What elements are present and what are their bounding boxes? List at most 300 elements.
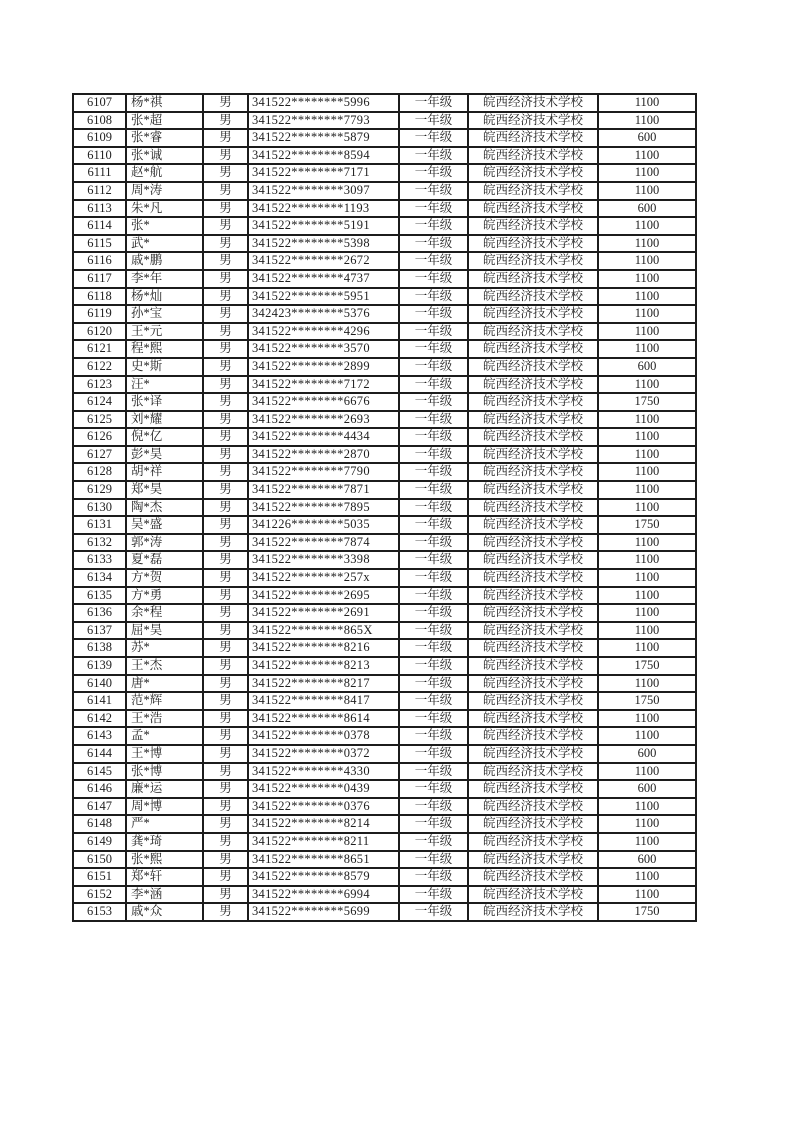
cell-grade: 一年级 (399, 235, 468, 253)
cell-id-card-number: 342423********5376 (248, 305, 399, 323)
cell-id-card-number: 341522********7874 (248, 534, 399, 552)
cell-school-name: 皖西经济技术学校 (468, 692, 598, 710)
cell-grade: 一年级 (399, 710, 468, 728)
cell-school-name: 皖西经济技术学校 (468, 639, 598, 657)
cell-grade: 一年级 (399, 411, 468, 429)
cell-grade: 一年级 (399, 463, 468, 481)
cell-id-card-number: 341522********3398 (248, 551, 399, 569)
cell-grade: 一年级 (399, 692, 468, 710)
cell-student-name: 廉*运 (126, 780, 203, 798)
cell-amount: 1100 (598, 604, 696, 622)
cell-grade: 一年级 (399, 147, 468, 165)
cell-id-card-number: 341522********6994 (248, 886, 399, 904)
cell-student-name: 张*睿 (126, 129, 203, 147)
cell-serial-number: 6122 (73, 358, 126, 376)
cell-serial-number: 6112 (73, 182, 126, 200)
cell-serial-number: 6146 (73, 780, 126, 798)
cell-student-name: 杨*祺 (126, 94, 203, 112)
cell-grade: 一年级 (399, 182, 468, 200)
cell-gender: 男 (203, 288, 248, 306)
cell-student-name: 方*勇 (126, 587, 203, 605)
cell-school-name: 皖西经济技术学校 (468, 112, 598, 130)
cell-id-card-number: 341522********2899 (248, 358, 399, 376)
cell-id-card-number: 341522********7171 (248, 164, 399, 182)
cell-gender: 男 (203, 235, 248, 253)
table-row (73, 886, 696, 904)
table-row (73, 675, 696, 693)
cell-serial-number: 6116 (73, 252, 126, 270)
cell-student-name: 张* (126, 217, 203, 235)
cell-serial-number: 6152 (73, 886, 126, 904)
cell-gender: 男 (203, 745, 248, 763)
table-row (73, 288, 696, 306)
cell-grade: 一年级 (399, 323, 468, 341)
cell-grade: 一年级 (399, 499, 468, 517)
cell-id-card-number: 341522********8594 (248, 147, 399, 165)
cell-gender: 男 (203, 323, 248, 341)
cell-student-name: 屈*昊 (126, 622, 203, 640)
cell-gender: 男 (203, 622, 248, 640)
cell-serial-number: 6121 (73, 340, 126, 358)
cell-student-name: 张*超 (126, 112, 203, 130)
cell-id-card-number: 341522********2870 (248, 446, 399, 464)
cell-student-name: 范*辉 (126, 692, 203, 710)
table-row (73, 551, 696, 569)
cell-school-name: 皖西经济技术学校 (468, 833, 598, 851)
cell-school-name: 皖西经济技术学校 (468, 252, 598, 270)
cell-gender: 男 (203, 886, 248, 904)
cell-serial-number: 6128 (73, 463, 126, 481)
cell-student-name: 周*涛 (126, 182, 203, 200)
cell-serial-number: 6126 (73, 428, 126, 446)
cell-school-name: 皖西经济技术学校 (468, 305, 598, 323)
cell-serial-number: 6120 (73, 323, 126, 341)
cell-student-name: 周*博 (126, 798, 203, 816)
cell-school-name: 皖西经济技术学校 (468, 270, 598, 288)
cell-amount: 1100 (598, 534, 696, 552)
cell-amount: 1100 (598, 833, 696, 851)
cell-gender: 男 (203, 112, 248, 130)
table-row (73, 745, 696, 763)
cell-school-name: 皖西经济技术学校 (468, 463, 598, 481)
cell-grade: 一年级 (399, 393, 468, 411)
cell-school-name: 皖西经济技术学校 (468, 780, 598, 798)
cell-student-name: 王*元 (126, 323, 203, 341)
table-row (73, 569, 696, 587)
cell-amount: 1750 (598, 903, 696, 921)
cell-gender: 男 (203, 868, 248, 886)
cell-serial-number: 6127 (73, 446, 126, 464)
cell-school-name: 皖西经济技术学校 (468, 798, 598, 816)
cell-id-card-number: 341522********4737 (248, 270, 399, 288)
cell-serial-number: 6113 (73, 200, 126, 218)
table-row (73, 780, 696, 798)
cell-school-name: 皖西经济技术学校 (468, 411, 598, 429)
cell-student-name: 郑*轩 (126, 868, 203, 886)
cell-gender: 男 (203, 833, 248, 851)
cell-student-name: 王*博 (126, 745, 203, 763)
cell-student-name: 严* (126, 815, 203, 833)
table-row (73, 798, 696, 816)
cell-student-name: 余*程 (126, 604, 203, 622)
cell-amount: 1100 (598, 305, 696, 323)
cell-serial-number: 6107 (73, 94, 126, 112)
cell-amount: 1100 (598, 446, 696, 464)
cell-school-name: 皖西经济技术学校 (468, 94, 598, 112)
cell-gender: 男 (203, 710, 248, 728)
cell-grade: 一年级 (399, 868, 468, 886)
cell-serial-number: 6129 (73, 481, 126, 499)
cell-student-name: 戚*众 (126, 903, 203, 921)
cell-gender: 男 (203, 340, 248, 358)
cell-id-card-number: 341522********5191 (248, 217, 399, 235)
cell-grade: 一年级 (399, 288, 468, 306)
cell-amount: 1100 (598, 886, 696, 904)
table-row (73, 692, 696, 710)
cell-amount: 1750 (598, 516, 696, 534)
cell-school-name: 皖西经济技术学校 (468, 745, 598, 763)
cell-serial-number: 6110 (73, 147, 126, 165)
table-row (73, 182, 696, 200)
cell-serial-number: 6131 (73, 516, 126, 534)
cell-school-name: 皖西经济技术学校 (468, 323, 598, 341)
table-row (73, 534, 696, 552)
cell-student-name: 张*熙 (126, 851, 203, 869)
cell-serial-number: 6138 (73, 639, 126, 657)
cell-grade: 一年级 (399, 340, 468, 358)
cell-amount: 1100 (598, 252, 696, 270)
cell-student-name: 王*杰 (126, 657, 203, 675)
cell-student-name: 武* (126, 235, 203, 253)
cell-school-name: 皖西经济技术学校 (468, 499, 598, 517)
cell-serial-number: 6130 (73, 499, 126, 517)
cell-grade: 一年级 (399, 675, 468, 693)
cell-serial-number: 6145 (73, 763, 126, 781)
table-row (73, 516, 696, 534)
cell-serial-number: 6137 (73, 622, 126, 640)
cell-gender: 男 (203, 499, 248, 517)
cell-serial-number: 6140 (73, 675, 126, 693)
cell-school-name: 皖西经济技术学校 (468, 851, 598, 869)
cell-student-name: 夏*磊 (126, 551, 203, 569)
table-row (73, 164, 696, 182)
cell-amount: 1100 (598, 376, 696, 394)
cell-serial-number: 6144 (73, 745, 126, 763)
cell-student-name: 李*年 (126, 270, 203, 288)
cell-id-card-number: 341522********8214 (248, 815, 399, 833)
cell-serial-number: 6133 (73, 551, 126, 569)
cell-school-name: 皖西经济技术学校 (468, 200, 598, 218)
cell-student-name: 刘*耀 (126, 411, 203, 429)
table-row (73, 657, 696, 675)
table-row (73, 305, 696, 323)
cell-id-card-number: 341522********8614 (248, 710, 399, 728)
cell-school-name: 皖西经济技术学校 (468, 235, 598, 253)
cell-gender: 男 (203, 675, 248, 693)
cell-amount: 1100 (598, 569, 696, 587)
cell-school-name: 皖西经济技术学校 (468, 903, 598, 921)
cell-amount: 1100 (598, 727, 696, 745)
table-row (73, 411, 696, 429)
cell-serial-number: 6123 (73, 376, 126, 394)
cell-student-name: 朱*凡 (126, 200, 203, 218)
cell-amount: 1100 (598, 551, 696, 569)
cell-id-card-number: 341522********8217 (248, 675, 399, 693)
cell-amount: 1100 (598, 868, 696, 886)
cell-grade: 一年级 (399, 305, 468, 323)
cell-gender: 男 (203, 692, 248, 710)
cell-gender: 男 (203, 798, 248, 816)
cell-serial-number: 6118 (73, 288, 126, 306)
cell-id-card-number: 341522********6676 (248, 393, 399, 411)
cell-school-name: 皖西经济技术学校 (468, 288, 598, 306)
cell-grade: 一年级 (399, 516, 468, 534)
cell-grade: 一年级 (399, 446, 468, 464)
cell-amount: 600 (598, 851, 696, 869)
cell-gender: 男 (203, 270, 248, 288)
table-row (73, 639, 696, 657)
cell-gender: 男 (203, 446, 248, 464)
cell-school-name: 皖西经济技术学校 (468, 657, 598, 675)
cell-grade: 一年级 (399, 112, 468, 130)
cell-serial-number: 6125 (73, 411, 126, 429)
cell-id-card-number: 341522********7172 (248, 376, 399, 394)
cell-grade: 一年级 (399, 903, 468, 921)
cell-school-name: 皖西经济技术学校 (468, 217, 598, 235)
cell-grade: 一年级 (399, 358, 468, 376)
cell-school-name: 皖西经济技术学校 (468, 815, 598, 833)
table-row (73, 903, 696, 921)
cell-student-name: 史*斯 (126, 358, 203, 376)
cell-id-card-number: 341522********5996 (248, 94, 399, 112)
cell-amount: 1100 (598, 587, 696, 605)
table-row (73, 815, 696, 833)
cell-student-name: 张*译 (126, 393, 203, 411)
cell-id-card-number: 341522********8216 (248, 639, 399, 657)
cell-gender: 男 (203, 94, 248, 112)
table-row (73, 446, 696, 464)
cell-student-name: 李*涵 (126, 886, 203, 904)
cell-serial-number: 6143 (73, 727, 126, 745)
cell-id-card-number: 341522********8417 (248, 692, 399, 710)
cell-id-card-number: 341522********5398 (248, 235, 399, 253)
cell-gender: 男 (203, 815, 248, 833)
cell-amount: 1100 (598, 639, 696, 657)
cell-id-card-number: 341522********8211 (248, 833, 399, 851)
cell-grade: 一年级 (399, 639, 468, 657)
cell-id-card-number: 341522********4296 (248, 323, 399, 341)
cell-amount: 1100 (598, 815, 696, 833)
cell-id-card-number: 341522********7793 (248, 112, 399, 130)
cell-gender: 男 (203, 903, 248, 921)
cell-student-name: 张*博 (126, 763, 203, 781)
cell-amount: 600 (598, 745, 696, 763)
cell-gender: 男 (203, 428, 248, 446)
cell-gender: 男 (203, 358, 248, 376)
cell-serial-number: 6124 (73, 393, 126, 411)
cell-gender: 男 (203, 763, 248, 781)
cell-gender: 男 (203, 252, 248, 270)
cell-grade: 一年级 (399, 622, 468, 640)
cell-student-name: 杨*灿 (126, 288, 203, 306)
cell-serial-number: 6141 (73, 692, 126, 710)
cell-gender: 男 (203, 393, 248, 411)
cell-grade: 一年级 (399, 798, 468, 816)
cell-school-name: 皖西经济技术学校 (468, 569, 598, 587)
cell-id-card-number: 341522********0378 (248, 727, 399, 745)
cell-grade: 一年级 (399, 164, 468, 182)
table-row (73, 376, 696, 394)
cell-gender: 男 (203, 376, 248, 394)
cell-grade: 一年级 (399, 252, 468, 270)
cell-amount: 1100 (598, 622, 696, 640)
cell-student-name: 胡*祥 (126, 463, 203, 481)
cell-school-name: 皖西经济技术学校 (468, 727, 598, 745)
cell-gender: 男 (203, 780, 248, 798)
cell-student-name: 唐* (126, 675, 203, 693)
cell-serial-number: 6109 (73, 129, 126, 147)
cell-school-name: 皖西经济技术学校 (468, 182, 598, 200)
cell-school-name: 皖西经济技术学校 (468, 886, 598, 904)
cell-gender: 男 (203, 727, 248, 745)
cell-grade: 一年级 (399, 569, 468, 587)
cell-grade: 一年级 (399, 534, 468, 552)
cell-school-name: 皖西经济技术学校 (468, 446, 598, 464)
cell-id-card-number: 341522********3097 (248, 182, 399, 200)
cell-id-card-number: 341522********1193 (248, 200, 399, 218)
cell-serial-number: 6132 (73, 534, 126, 552)
cell-amount: 600 (598, 780, 696, 798)
table-row (73, 587, 696, 605)
cell-school-name: 皖西经济技术学校 (468, 551, 598, 569)
cell-id-card-number: 341522********8213 (248, 657, 399, 675)
student-table (72, 93, 697, 922)
cell-id-card-number: 341522********8579 (248, 868, 399, 886)
cell-grade: 一年级 (399, 94, 468, 112)
cell-student-name: 吴*盛 (126, 516, 203, 534)
cell-gender: 男 (203, 129, 248, 147)
cell-gender: 男 (203, 587, 248, 605)
cell-id-card-number: 341522********5951 (248, 288, 399, 306)
cell-amount: 1100 (598, 499, 696, 517)
cell-id-card-number: 341522********2691 (248, 604, 399, 622)
cell-amount: 1100 (598, 164, 696, 182)
cell-grade: 一年级 (399, 851, 468, 869)
table-row (73, 851, 696, 869)
table-row (73, 340, 696, 358)
table-row (73, 763, 696, 781)
cell-amount: 1100 (598, 323, 696, 341)
cell-serial-number: 6135 (73, 587, 126, 605)
cell-amount: 1100 (598, 217, 696, 235)
cell-amount: 1100 (598, 235, 696, 253)
cell-grade: 一年级 (399, 129, 468, 147)
cell-school-name: 皖西经济技术学校 (468, 622, 598, 640)
cell-school-name: 皖西经济技术学校 (468, 358, 598, 376)
cell-grade: 一年级 (399, 886, 468, 904)
table-row (73, 833, 696, 851)
cell-amount: 1100 (598, 763, 696, 781)
cell-grade: 一年级 (399, 763, 468, 781)
cell-gender: 男 (203, 182, 248, 200)
cell-school-name: 皖西经济技术学校 (468, 428, 598, 446)
cell-serial-number: 6134 (73, 569, 126, 587)
cell-amount: 1100 (598, 411, 696, 429)
cell-id-card-number: 341522********0439 (248, 780, 399, 798)
cell-grade: 一年级 (399, 376, 468, 394)
table-row (73, 868, 696, 886)
cell-gender: 男 (203, 639, 248, 657)
cell-serial-number: 6114 (73, 217, 126, 235)
cell-id-card-number: 341522********5879 (248, 129, 399, 147)
cell-amount: 1750 (598, 657, 696, 675)
table-row (73, 604, 696, 622)
cell-school-name: 皖西经济技术学校 (468, 129, 598, 147)
cell-grade: 一年级 (399, 780, 468, 798)
cell-amount: 1100 (598, 94, 696, 112)
cell-serial-number: 6119 (73, 305, 126, 323)
cell-serial-number: 6151 (73, 868, 126, 886)
table-row (73, 252, 696, 270)
cell-amount: 1100 (598, 147, 696, 165)
table-row (73, 622, 696, 640)
cell-school-name: 皖西经济技术学校 (468, 675, 598, 693)
cell-serial-number: 6142 (73, 710, 126, 728)
cell-student-name: 赵*航 (126, 164, 203, 182)
cell-student-name: 程*熙 (126, 340, 203, 358)
cell-amount: 1750 (598, 692, 696, 710)
cell-amount: 1100 (598, 428, 696, 446)
cell-id-card-number: 341522********7895 (248, 499, 399, 517)
cell-id-card-number: 341522********8651 (248, 851, 399, 869)
cell-grade: 一年级 (399, 428, 468, 446)
cell-grade: 一年级 (399, 745, 468, 763)
cell-school-name: 皖西经济技术学校 (468, 376, 598, 394)
cell-grade: 一年级 (399, 200, 468, 218)
table-row (73, 499, 696, 517)
cell-id-card-number: 341522********257x (248, 569, 399, 587)
cell-grade: 一年级 (399, 217, 468, 235)
student-table-body (73, 94, 696, 921)
cell-school-name: 皖西经济技术学校 (468, 147, 598, 165)
cell-school-name: 皖西经济技术学校 (468, 481, 598, 499)
table-row (73, 481, 696, 499)
cell-id-card-number: 341522********4434 (248, 428, 399, 446)
cell-serial-number: 6148 (73, 815, 126, 833)
cell-grade: 一年级 (399, 815, 468, 833)
cell-school-name: 皖西经济技术学校 (468, 587, 598, 605)
cell-serial-number: 6117 (73, 270, 126, 288)
cell-amount: 1100 (598, 182, 696, 200)
cell-grade: 一年级 (399, 657, 468, 675)
cell-amount: 1100 (598, 112, 696, 130)
cell-amount: 1100 (598, 270, 696, 288)
cell-id-card-number: 341522********4330 (248, 763, 399, 781)
cell-gender: 男 (203, 200, 248, 218)
cell-amount: 1100 (598, 675, 696, 693)
table-row (73, 235, 696, 253)
cell-student-name: 龚*琦 (126, 833, 203, 851)
cell-amount: 600 (598, 129, 696, 147)
cell-school-name: 皖西经济技术学校 (468, 393, 598, 411)
cell-id-card-number: 341522********0372 (248, 745, 399, 763)
cell-school-name: 皖西经济技术学校 (468, 534, 598, 552)
cell-grade: 一年级 (399, 833, 468, 851)
table-row (73, 393, 696, 411)
cell-gender: 男 (203, 463, 248, 481)
cell-id-card-number: 341522********5699 (248, 903, 399, 921)
cell-student-name: 孟* (126, 727, 203, 745)
